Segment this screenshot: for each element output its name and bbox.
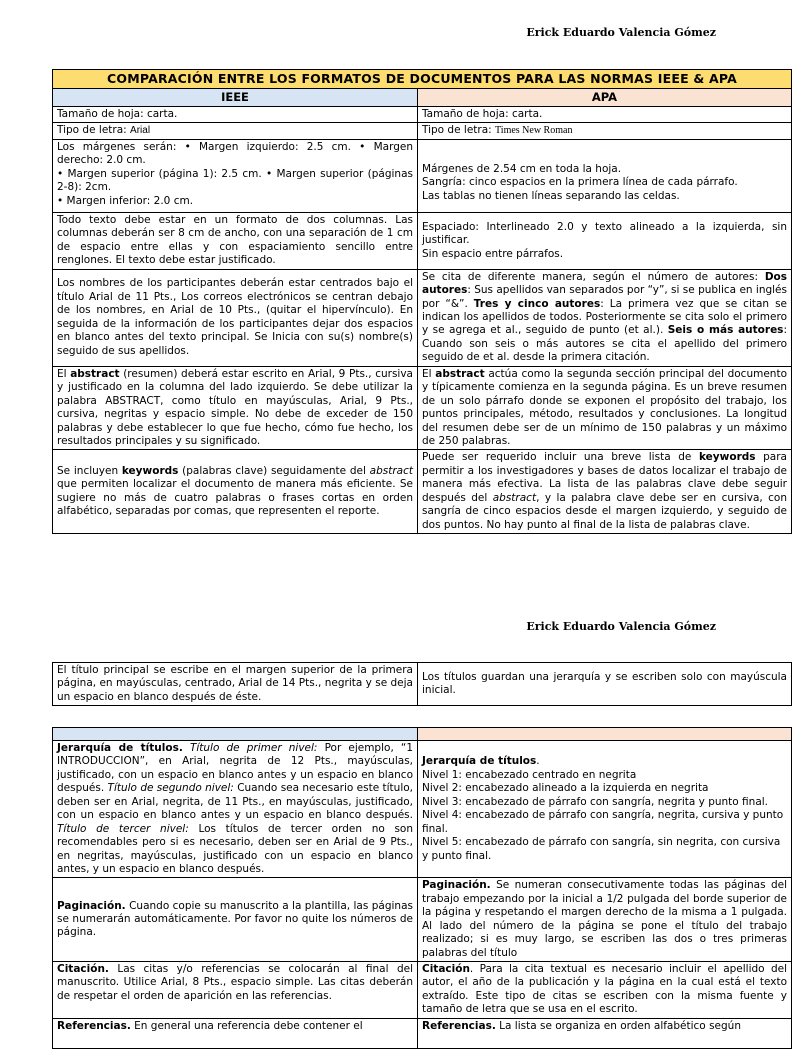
comparison-table (52, 69, 792, 534)
cell-ieee: Se incluyen keywords (palabras clave) seguidamente del abstract que permiten localizar el documento de manera más eficiente. Se sugiere no más de cuatro palabras o frases cortas en orden alfabético, separadas por comas, que representen el reporte. (53, 450, 418, 534)
cell-ieee: Tipo de letra: Arial (53, 123, 418, 140)
cell-ieee: Referencias. En general una referencia debe contener el (53, 1018, 418, 1048)
cell-ieee: Los nombres de los participantes deberán estar centrados bajo el título Arial de 11 Pts., Los correos electrónicos se centran debajo de los nombres, en Arial de 10 Pts., (quitar el hipervínculo). En seguida de la información de los participantes dejar dos espacios en blanco antes del texto principal. Se Inicia con su(s) nombre(s) seguido de sus apellidos. (53, 269, 418, 366)
cell-apa: Puede ser requerido incluir una breve lista de keywords para permitir a los investigadores y bases de datos localizar el trabajo de manera más efectiva. La lista de las palabras clave debe seguir después del abstract, y la palabra clave debe ser en cursiva, con sangría de cinco espacios desde el margen izquierdo, y seguido de dos puntos. No hay punto al final de la lista de palabras clave. (418, 450, 792, 534)
table-row (53, 741, 792, 878)
cell-ieee: Jerarquía de títulos. Título de primer nivel: Por ejemplo, “1 INTRODUCCION”, en Arial, negrita de 12 Pts., mayúsculas, justificado, con un espacio en blanco antes y un espacio en blanco después. Título de segundo nivel: Cuando sea necesario este título, deben ser en Arial, negrita, de 11 Pts., en mayúsculas, justificado, con un espacio en blanco antes y un espacio en blanco después. Título de tercer nivel: Los títulos de tercer orden no son recomendables pero si es necesario, deben ser en Arial de 9 Pts., en negritas, mayúsculas, justificado con un espacio en blanco antes, y un espacio en blanco después. (53, 741, 418, 878)
cell-ieee: Citación. Las citas y/o referencias se colocarán al final del manuscrito. Utilice Arial, 8 Pts., espacio simple. Las citas deberán de respetar el orden de aparición en las referencias. (53, 962, 418, 1019)
column-header-ieee: IEEE (53, 89, 418, 107)
cell-apa: Los títulos guardan una jerarquía y se escriben solo con mayúscula inicial. (418, 663, 792, 706)
author-name: Erick Eduardo Valencia Gómez (526, 26, 716, 39)
cell-apa: Tamaño de hoja: carta. (418, 106, 792, 122)
table-row (53, 106, 792, 122)
cell-apa: Márgenes de 2.54 cm en toda la hoja. Sangría: cinco espacios en la primera línea de cada párrafo. Las tablas no tienen líneas separando las celdas. (418, 139, 792, 212)
cell-apa: Citación. Para la cita textual es necesario incluir el apellido del autor, el año de la publicación y la página en la cual está el texto extraído. Este tipo de citas se escriben con la misma fuente y tamaño de letra que se usa en el escrito. (418, 962, 792, 1019)
cell-ieee: El abstract (resumen) deberá estar escrito en Arial, 9 Pts., cursiva y justificado en la columna del lado izquierdo. Se debe utilizar la palabra ABSTRACT, como título en mayúsculas, Arial, 9 Pts., cursiva, negritas y espacio simple. No debe de exceder de 150 palabras y debe establecer lo que fue hecho, cómo fue hecho, los resultados principales y su significado. (53, 366, 418, 450)
formatting-table (52, 727, 792, 1049)
cell-ieee: Los márgenes serán: • Margen izquierdo: 2.5 cm. • Margen derecho: 2.0 cm. • Margen superior (página 1): 2.5 cm. • Margen superior (páginas 2-8): 2cm. • Margen inferior: 2.0 cm. (53, 139, 418, 212)
table-row (53, 212, 792, 269)
table-row (53, 269, 792, 366)
table-row (53, 366, 792, 450)
cell-apa: Se cita de diferente manera, según el número de autores: Dos autores: Sus apellidos van separados por “y”, si se publica en inglés por “&”. Tres y cinco autores: La primera vez que se citan se indican los apellidos de todos. Posteriormente se cita solo el primero y se agrega et al., seguido de punto (et al.). Seis o más autores: Cuando son seis o más autores se cita el apellido del primero seguido de et al. desde la primera citación. (418, 269, 792, 366)
table-title: COMPARACIÓN ENTRE LOS FORMATOS DE DOCUMENTOS PARA LAS NORMAS IEEE & APA (53, 70, 792, 89)
table-row (53, 450, 792, 534)
cell-ieee: Todo texto debe estar en un formato de dos columnas. Las columnas deberán ser 8 cm de ancho, con una separación de 1 cm de espacio entre ellas y con espaciamiento sencillo entre renglones. El texto debe estar justificado. (53, 212, 418, 269)
cell-apa: El abstract actúa como la segunda sección principal del documento y típicamente comienza en la segunda página. Es un breve resumen de un solo párrafo donde se exponen el propósito del trabajo, los puntos principales, método, resultados y conclusiones. La longitud del resumen debe ser de un mínimo de 150 palabras y un máximo de 250 palabras. (418, 366, 792, 450)
table-row (53, 1018, 792, 1048)
cell-apa: Tipo de letra: Times New Roman (418, 123, 792, 140)
cell-apa: Espaciado: Interlineado 2.0 y texto alineado a la izquierda, sin justificar. Sin espacio entre párrafos. (418, 212, 792, 269)
cell-ieee: Paginación. Cuando copie su manuscrito a la plantilla, las páginas se numerarán automáticamente. Por favor no quite los números de página. (53, 878, 418, 962)
column-header-apa: APA (418, 89, 792, 107)
cell-ieee: Tamaño de hoja: carta. (53, 106, 418, 122)
table-row (53, 139, 792, 212)
table-row (53, 878, 792, 962)
table-row (53, 962, 792, 1019)
author-name: Erick Eduardo Valencia Gómez (526, 620, 716, 633)
cell-apa: Referencias. La lista se organiza en orden alfabético según (418, 1018, 792, 1048)
table-row (53, 663, 792, 706)
titles-table (52, 662, 792, 706)
table-row (53, 123, 792, 140)
cell-apa: Paginación. Se numeran consecutivamente todas las páginas del trabajo empezando por la inicial a 1/2 pulgada del borde superior de la página y respetando el margen derecho de la misma a 1 pulgada. Al lado del número de la página se pone el título del trabajo realizado; si es muy largo, se escriben las dos o tres primeras palabras del título (418, 878, 792, 962)
cell-ieee: El título principal se escribe en el margen superior de la primera página, en mayúsculas, centrado, Arial de 14 Pts., negrita y se deja un espacio en blanco después de éste. (53, 663, 418, 706)
cell-apa: Jerarquía de títulos. Nivel 1: encabezado centrado en negrita Nivel 2: encabezado alineado a la izquierda en negrita Nivel 3: encabezado de párrafo con sangría, negrita y punto final. Nivel 4: encabezado de párrafo con sangría, negrita, cursiva y punto final. Nivel 5: encabezado de párrafo con sangría, sin negrita, con cursiva y punto final. (418, 741, 792, 878)
